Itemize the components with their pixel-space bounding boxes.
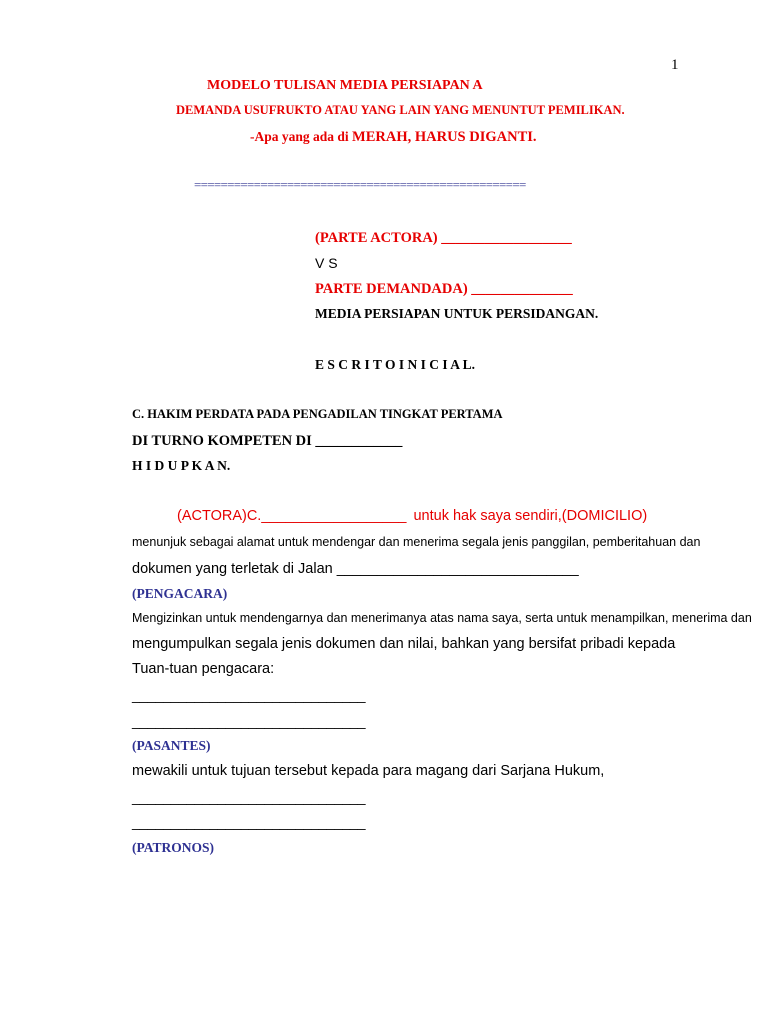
paragraph-1-line-2: dokumen yang terletak di Jalan ______________________________	[132, 561, 579, 577]
patronos-label: (PATRONOS)	[132, 840, 214, 855]
pasantes-label: (PASANTES)	[132, 738, 211, 753]
pengacara-label: (PENGACARA)	[132, 586, 228, 601]
paragraph-2-line-2: mengumpulkan segala jenis dokumen dan nilai, bahkan yang bersifat pribadi kepada	[132, 636, 676, 652]
address-turno: DI TURNO KOMPETEN DI ____________	[132, 433, 403, 449]
address-hidupkan: H I D U P K A N.	[132, 458, 231, 473]
media-persiapan: MEDIA PERSIAPAN UNTUK PERSIDANGAN.	[315, 306, 599, 321]
escrito-inicial-heading: E S C R I T O I N I C I A L.	[315, 357, 476, 372]
pasantes-blank-2: ______________________________	[132, 814, 366, 830]
actora-line	[177, 508, 647, 524]
actora-name-blank: C.__________________	[246, 508, 407, 524]
paragraph-3-line-1: mewakili untuk tujuan tersebut kepada para magang dari Sarjana Hukum,	[132, 763, 605, 779]
document-title: MODELO TULISAN MEDIA PERSIAPAN A	[207, 78, 483, 93]
paragraph-1-line-1: menunjuk sebagai alamat untuk mendengar dan menerima segala jenis panggilan, pemberitahuan dan	[132, 535, 701, 549]
actora-domicilio: untuk hak saya sendiri,(DOMICILIO)	[413, 508, 648, 524]
actora-label: (ACTORA)	[177, 508, 247, 524]
parte-demandada: PARTE DEMANDADA) ______________	[315, 281, 573, 297]
pengacara-blank-1: ______________________________	[132, 687, 366, 703]
versus-label: V S	[315, 255, 338, 271]
pasantes-blank-1: ______________________________	[132, 789, 366, 805]
instruction-note	[250, 129, 537, 146]
paragraph-2-line-1: Mengizinkan untuk mendengarnya dan menerimanya atas nama saya, serta untuk menampilkan, menerima dan	[132, 611, 752, 625]
instruction-prefix: -Apa yang ada di	[250, 129, 353, 144]
address-court: C. HAKIM PERDATA PADA PENGADILAN TINGKAT PERTAMA	[132, 407, 503, 421]
page-number: 1	[671, 57, 679, 73]
instruction-emphasis: MERAH, HARUS DIGANTI.	[352, 129, 537, 145]
paragraph-2-line-3: Tuan-tuan pengacara:	[132, 661, 275, 677]
parte-actora: (PARTE ACTORA) __________________	[315, 230, 572, 246]
separator-line: ==================================================	[194, 177, 526, 192]
document-subtitle: DEMANDA USUFRUKTO ATAU YANG LAIN YANG MENUNTUT PEMILIKAN.	[176, 103, 625, 117]
pengacara-blank-2: ______________________________	[132, 713, 366, 729]
